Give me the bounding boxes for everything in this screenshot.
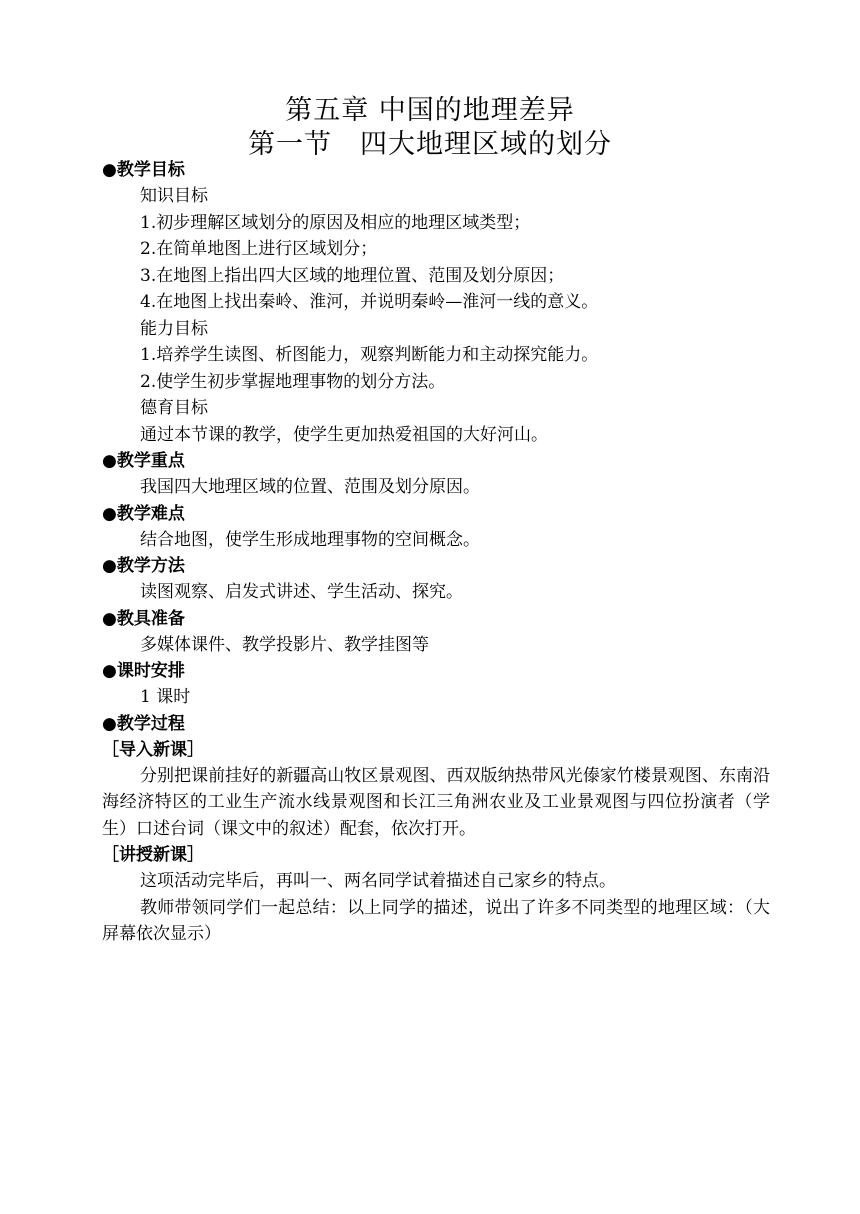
new-lesson-heading: ［讲授新课］ (102, 845, 204, 865)
key-points-text: 我国四大地理区域的位置、范围及划分原因。 (140, 477, 480, 497)
section-title: 第一节 四大地理区域的划分 (248, 129, 612, 160)
new-lesson-text: 教师带领同学们一起总结：以上同学的描述，说出了许多不同类型的地理区域：（大屏幕依次显示） (102, 897, 770, 944)
knowledge-item: 3.在地图上指出四大区域的地理位置、范围及划分原因； (140, 265, 565, 286)
tools-text: 多媒体课件、教学投影片、教学挂图等 (140, 634, 429, 655)
knowledge-item: 4.在地图上找出秦岭、淮河，并说明秦岭—淮河一线的意义。 (140, 292, 599, 312)
ability-label: 能力目标 (140, 318, 208, 339)
schedule-text: 1 课时 (140, 687, 191, 707)
moral-label: 德育目标 (140, 398, 208, 418)
new-lesson-text: 这项活动完毕后，再叫一、两名同学试着描述自己家乡的特点。 (140, 871, 616, 891)
knowledge-label: 知识目标 (140, 186, 208, 206)
tools-heading: ●教具准备 (102, 608, 185, 629)
moral-text: 通过本节课的教学，使学生更加热爱祖国的大好河山。 (140, 424, 548, 445)
chapter-title: 第五章 中国的地理差异 (285, 95, 575, 126)
ability-item: 2.使学生初步掌握地理事物的划分方法。 (140, 371, 446, 392)
difficulties-text: 结合地图，使学生形成地理事物的空间概念。 (140, 529, 480, 550)
intro-text: 分别把课前挂好的新疆高山牧区景观图、西双版纳热带风光傣家竹楼景观图、东南沿海经济特区的工业生产流水线景观图和长江三角洲农业及工业景观图与四位扮演者（学生）口述台词（课文中的叙述）配套，依次打开。 (102, 765, 770, 839)
key-points-heading: ●教学重点 (102, 451, 185, 471)
schedule-heading: ●课时安排 (102, 661, 185, 681)
lesson-content (102, 157, 770, 948)
process-heading: ●教学过程 (102, 713, 185, 734)
methods-text: 读图观察、启发式讲述、学生活动、探究。 (140, 582, 463, 602)
intro-heading: ［导入新课］ (102, 739, 204, 760)
ability-item: 1.培养学生读图、析图能力，观察判断能力和主动探究能力。 (140, 345, 599, 365)
methods-heading: ●教学方法 (102, 556, 185, 576)
objectives-heading: ●教学目标 (102, 160, 185, 180)
knowledge-item: 2.在简单地图上进行区域划分； (140, 239, 378, 259)
knowledge-item: 1.初步理解区域划分的原因及相应的地理区域类型； (140, 212, 531, 233)
difficulties-heading: ●教学难点 (102, 503, 185, 524)
